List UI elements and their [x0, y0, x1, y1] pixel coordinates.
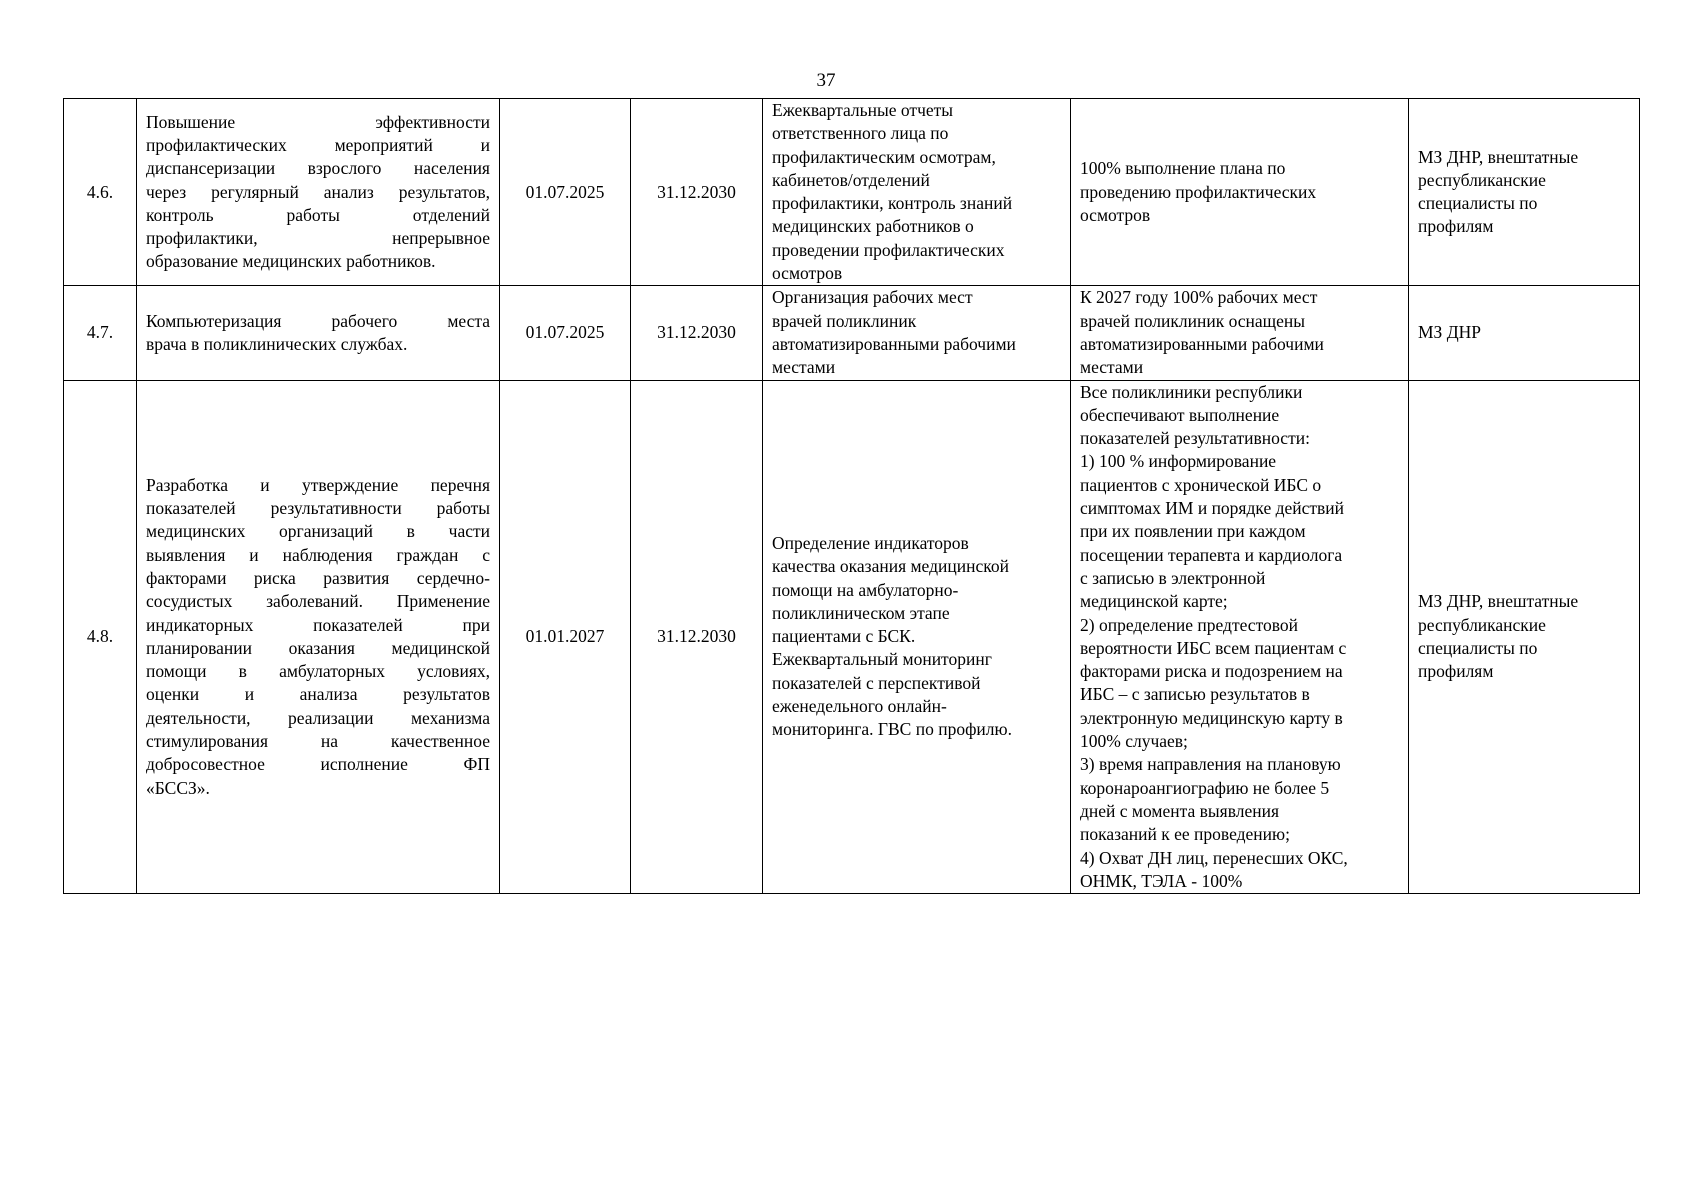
cell-text-line: ОНМК, ТЭЛА - 100% [1080, 870, 1243, 891]
cell-text-line: симптомах ИМ и порядке действий [1080, 498, 1345, 519]
cell-text-line: 3) время направления на плановую [1080, 754, 1341, 775]
table-row [64, 380, 1640, 894]
cell-text-line: Повышение эффективности [146, 111, 490, 132]
cell-text-line: 100% случаев; [1080, 731, 1188, 752]
end-date: 31.12.2030 [631, 99, 763, 286]
cell-text-line: автоматизированными рабочими [1080, 333, 1324, 354]
cell-text-line: автоматизированными рабочими [772, 333, 1016, 354]
cell-text-line: Разработка и утверждение перечня [146, 474, 490, 495]
cell-text-line: К 2027 году 100% рабочих мест [1080, 287, 1318, 308]
cell-text-line: через регулярный анализ результатов, [146, 181, 490, 202]
start-date: 01.01.2027 [500, 380, 631, 894]
expected-result [763, 99, 1071, 286]
cell-text-line: вероятности ИБС всем пациентам с [1080, 637, 1347, 658]
cell-text-line: показателей с перспективой [772, 672, 981, 693]
end-date: 31.12.2030 [631, 286, 763, 380]
cell-text-line: добросовестное исполнение ФП [146, 754, 490, 775]
cell-text-line: с записью в электронной [1080, 567, 1266, 588]
cell-text-line: дней с момента выявления [1080, 800, 1280, 821]
page-number: 37 [816, 70, 836, 91]
cell-text-line: МЗ ДНР [1418, 322, 1482, 343]
cell-text-line: МЗ ДНР, внештатные [1418, 591, 1579, 612]
cell-text-line: 100% выполнение плана по [1080, 158, 1286, 179]
end-date: 31.12.2030 [631, 380, 763, 894]
cell-text-line: сосудистых заболеваний. Применение [146, 591, 490, 612]
cell-text-line: показаний к ее проведению; [1080, 824, 1290, 845]
event-description [137, 99, 500, 286]
cell-text-line: местами [772, 357, 836, 378]
cell-text-line: образование медицинских работников. [146, 251, 436, 272]
cell-text-line: коронароангиографию не более 5 [1080, 777, 1330, 798]
cell-text-line: факторами риска и подозрением на [1080, 661, 1343, 682]
responsible-party [1409, 99, 1640, 286]
cell-text-line: показателей результативности: [1080, 428, 1310, 449]
table-row [64, 286, 1640, 380]
cell-text-line: местами [1080, 357, 1144, 378]
cell-text-line: ИБС – с записью результатов в [1080, 684, 1310, 705]
cell-text-line: мониторинга. ГВС по профилю. [772, 719, 1012, 740]
cell-text-line: осмотров [1080, 204, 1151, 225]
cell-text-line: Все поликлиники республики [1080, 381, 1303, 402]
target-indicator [1071, 380, 1409, 894]
event-description [137, 286, 500, 380]
event-description [137, 380, 500, 894]
cell-text-line: выявления и наблюдения граждан с [146, 544, 490, 565]
cell-text-line: качества оказания медицинской [772, 556, 1009, 577]
cell-text-line: проведении профилактических [772, 239, 1005, 260]
cell-text-line: поликлиническом этапе [772, 602, 950, 623]
cell-text-line: стимулирования на качественное [146, 731, 490, 752]
row-number: 4.6. [64, 99, 137, 286]
cell-text-line: проведению профилактических [1080, 181, 1317, 202]
cell-text-line: Ежеквартальные отчеты [772, 100, 954, 120]
cell-text-line: медицинских организаций в части [146, 521, 490, 542]
cell-text-line: МЗ ДНР, внештатные [1418, 146, 1579, 167]
cell-text-line: Компьютеризация рабочего места [146, 310, 490, 331]
cell-text-line: пациентов с хронической ИБС о [1080, 474, 1322, 495]
cell-text-line: электронную медицинскую карту в [1080, 707, 1343, 728]
cell-text-line: «БССЗ». [146, 777, 210, 798]
cell-text-line: медицинской карте; [1080, 591, 1228, 612]
cell-text-line: диспансеризации взрослого населения [146, 158, 490, 179]
cell-text-line: специалисты по [1418, 193, 1538, 214]
target-indicator [1071, 99, 1409, 286]
cell-text-line: контроль работы отделений [146, 204, 490, 225]
cell-text-line: посещении терапевта и кардиолога [1080, 544, 1343, 565]
cell-text-line: 1) 100 % информирование [1080, 451, 1277, 472]
measures-table [63, 98, 1640, 894]
cell-text-line: Ежеквартальный мониторинг [772, 649, 992, 670]
cell-text-line: профилям [1418, 216, 1494, 237]
cell-text-line: республиканские [1418, 169, 1546, 190]
expected-result [763, 286, 1071, 380]
cell-text-line: 2) определение предтестовой [1080, 614, 1298, 635]
cell-text-line: помощи в амбулаторных условиях, [146, 661, 490, 682]
cell-text-line: деятельности, реализации механизма [146, 707, 490, 728]
target-indicator [1071, 286, 1409, 380]
cell-text-line: профилактики, непрерывное [146, 228, 490, 249]
responsible-party [1409, 380, 1640, 894]
row-number: 4.7. [64, 286, 137, 380]
cell-text-line: осмотров [772, 263, 843, 284]
cell-text-line: ответственного лица по [772, 123, 949, 144]
cell-text-line: помощи на амбулаторно- [772, 579, 959, 600]
cell-text-line: врача в поликлинических службах. [146, 333, 408, 354]
cell-text-line: при их появлении при каждом [1080, 521, 1306, 542]
cell-text-line: профилям [1418, 661, 1494, 682]
cell-text-line: оценки и анализа результатов [146, 684, 490, 705]
cell-text-line: республиканские [1418, 614, 1546, 635]
cell-text-line: профилактических мероприятий и [146, 134, 490, 155]
cell-text-line: факторами риска развития сердечно- [146, 567, 490, 588]
cell-text-line: кабинетов/отделений [772, 169, 930, 190]
cell-text-line: медицинских работников о [772, 216, 974, 237]
cell-text-line: Определение индикаторов [772, 532, 969, 553]
cell-text-line: профилактическим осмотрам, [772, 146, 996, 167]
cell-text-line: еженедельного онлайн- [772, 696, 947, 717]
cell-text-line: показателей результативности работы [146, 498, 490, 519]
cell-text-line: профилактики, контроль знаний [772, 193, 1013, 214]
cell-text-line: пациентами с БСК. [772, 626, 916, 647]
responsible-party [1409, 286, 1640, 380]
cell-text-line: специалисты по [1418, 637, 1538, 658]
cell-text-line: обеспечивают выполнение [1080, 404, 1280, 425]
row-number: 4.8. [64, 380, 137, 894]
table-row [64, 99, 1640, 286]
cell-text-line: 4) Охват ДН лиц, перенесших ОКС, [1080, 847, 1348, 868]
cell-text-line: врачей поликлиник оснащены [1080, 310, 1306, 331]
cell-text-line: Организация рабочих мест [772, 287, 973, 308]
start-date: 01.07.2025 [500, 99, 631, 286]
cell-text-line: планировании оказания медицинской [146, 637, 490, 658]
cell-text-line: врачей поликлиник [772, 310, 917, 331]
cell-text-line: индикаторных показателей при [146, 614, 490, 635]
expected-result [763, 380, 1071, 894]
start-date: 01.07.2025 [500, 286, 631, 380]
